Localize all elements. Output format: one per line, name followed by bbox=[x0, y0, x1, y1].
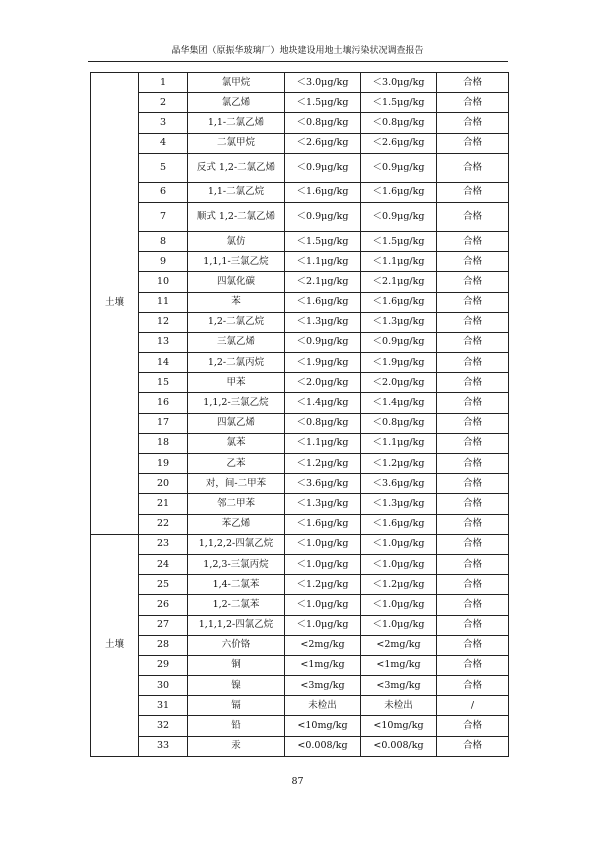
analyte-name-cell: 1,4-二氯苯 bbox=[188, 575, 285, 595]
conclusion-cell: 合格 bbox=[437, 332, 509, 352]
result-value-cell: ＜1.2μg/kg bbox=[285, 575, 361, 595]
conclusion-cell: 合格 bbox=[437, 393, 509, 413]
result-value-cell: <1mg/kg bbox=[361, 655, 437, 675]
analyte-name-cell: 六价铬 bbox=[188, 635, 285, 655]
quality-control-table bbox=[90, 72, 509, 757]
table-row bbox=[91, 635, 509, 655]
row-number-cell: 32 bbox=[139, 716, 188, 736]
analyte-name-cell: 铜 bbox=[188, 655, 285, 675]
analyte-name-cell: 汞 bbox=[188, 736, 285, 756]
result-value-cell: ＜1.0μg/kg bbox=[285, 595, 361, 615]
row-number-cell: 12 bbox=[139, 312, 188, 332]
result-value-cell: ＜2.0μg/kg bbox=[285, 373, 361, 393]
row-number-cell: 24 bbox=[139, 554, 188, 574]
conclusion-cell: 合格 bbox=[437, 182, 509, 202]
result-value-cell: <10mg/kg bbox=[361, 716, 437, 736]
row-number-cell: 30 bbox=[139, 676, 188, 696]
row-number-cell: 25 bbox=[139, 575, 188, 595]
row-number-cell: 28 bbox=[139, 635, 188, 655]
result-value-cell: ＜2.6μg/kg bbox=[361, 133, 437, 153]
result-value-cell: ＜1.1μg/kg bbox=[285, 433, 361, 453]
row-number-cell: 26 bbox=[139, 595, 188, 615]
result-value-cell: ＜1.2μg/kg bbox=[361, 454, 437, 474]
table-row bbox=[91, 202, 509, 231]
conclusion-cell: 合格 bbox=[437, 93, 509, 113]
result-value-cell: <3mg/kg bbox=[285, 676, 361, 696]
row-number-cell: 19 bbox=[139, 454, 188, 474]
table-row bbox=[91, 454, 509, 474]
table-row bbox=[91, 696, 509, 716]
row-number-cell: 33 bbox=[139, 736, 188, 756]
result-value-cell: ＜1.0μg/kg bbox=[285, 615, 361, 635]
table-row bbox=[91, 413, 509, 433]
result-value-cell: ＜3.6μg/kg bbox=[285, 474, 361, 494]
row-number-cell: 3 bbox=[139, 113, 188, 133]
row-number-cell: 9 bbox=[139, 252, 188, 272]
conclusion-cell: 合格 bbox=[437, 534, 509, 554]
row-number-cell: 5 bbox=[139, 153, 188, 182]
table-row bbox=[91, 514, 509, 534]
conclusion-cell: 合格 bbox=[437, 252, 509, 272]
result-value-cell: ＜0.9μg/kg bbox=[361, 153, 437, 182]
conclusion-cell: 合格 bbox=[437, 554, 509, 574]
conclusion-cell: 合格 bbox=[437, 514, 509, 534]
conclusion-cell: 合格 bbox=[437, 454, 509, 474]
page-header: 晶华集团（原振华玻璃厂）地块建设用地土壤污染状况调查报告 bbox=[171, 46, 424, 56]
result-value-cell: ＜0.8μg/kg bbox=[285, 113, 361, 133]
result-value-cell: <1mg/kg bbox=[285, 655, 361, 675]
conclusion-cell: 合格 bbox=[437, 153, 509, 182]
row-number-cell: 1 bbox=[139, 73, 188, 93]
table-row bbox=[91, 353, 509, 373]
analyte-name-cell: 反式 1,2-二氯乙烯 bbox=[188, 153, 285, 182]
analyte-name-cell: 苯乙烯 bbox=[188, 514, 285, 534]
result-value-cell: ＜1.5μg/kg bbox=[285, 231, 361, 251]
row-number-cell: 21 bbox=[139, 494, 188, 514]
result-value-cell: ＜3.0μg/kg bbox=[361, 73, 437, 93]
result-value-cell: ＜1.3μg/kg bbox=[285, 494, 361, 514]
result-value-cell: ＜1.3μg/kg bbox=[285, 312, 361, 332]
analyte-name-cell: 氯甲烷 bbox=[188, 73, 285, 93]
row-number-cell: 14 bbox=[139, 353, 188, 373]
result-value-cell: ＜1.6μg/kg bbox=[285, 182, 361, 202]
result-value-cell: ＜0.8μg/kg bbox=[285, 413, 361, 433]
conclusion-cell: 合格 bbox=[437, 413, 509, 433]
result-value-cell: ＜1.0μg/kg bbox=[361, 615, 437, 635]
row-number-cell: 31 bbox=[139, 696, 188, 716]
result-value-cell: <10mg/kg bbox=[285, 716, 361, 736]
table-row bbox=[91, 615, 509, 635]
row-number-cell: 27 bbox=[139, 615, 188, 635]
result-value-cell: ＜1.6μg/kg bbox=[285, 514, 361, 534]
result-value-cell: ＜1.6μg/kg bbox=[361, 514, 437, 534]
conclusion-cell: 合格 bbox=[437, 575, 509, 595]
result-value-cell: <0.008/kg bbox=[361, 736, 437, 756]
table-row bbox=[91, 93, 509, 113]
table-row bbox=[91, 182, 509, 202]
table-row bbox=[91, 474, 509, 494]
table-body bbox=[91, 73, 509, 757]
analyte-name-cell: 乙苯 bbox=[188, 454, 285, 474]
row-number-cell: 13 bbox=[139, 332, 188, 352]
table-row bbox=[91, 676, 509, 696]
table-row bbox=[91, 373, 509, 393]
result-value-cell: ＜1.0μg/kg bbox=[285, 534, 361, 554]
table-row bbox=[91, 554, 509, 574]
result-value-cell: ＜1.4μg/kg bbox=[285, 393, 361, 413]
conclusion-cell: 合格 bbox=[437, 474, 509, 494]
row-number-cell: 20 bbox=[139, 474, 188, 494]
analyte-name-cell: 对，间-二甲苯 bbox=[188, 474, 285, 494]
result-value-cell: ＜0.9μg/kg bbox=[285, 153, 361, 182]
row-number-cell: 7 bbox=[139, 202, 188, 231]
analyte-name-cell: 1,1,2,2-四氯乙烷 bbox=[188, 534, 285, 554]
result-value-cell: ＜0.8μg/kg bbox=[361, 113, 437, 133]
result-value-cell: ＜1.0μg/kg bbox=[361, 554, 437, 574]
table-row bbox=[91, 252, 509, 272]
analyte-name-cell: 顺式 1,2-二氯乙烯 bbox=[188, 202, 285, 231]
row-number-cell: 17 bbox=[139, 413, 188, 433]
analyte-name-cell: 1,2-二氯丙烷 bbox=[188, 353, 285, 373]
row-number-cell: 6 bbox=[139, 182, 188, 202]
row-number-cell: 4 bbox=[139, 133, 188, 153]
result-value-cell: 未检出 bbox=[285, 696, 361, 716]
result-value-cell: <2mg/kg bbox=[285, 635, 361, 655]
table-row bbox=[91, 655, 509, 675]
conclusion-cell: 合格 bbox=[437, 655, 509, 675]
analyte-name-cell: 1,1-二氯乙烯 bbox=[188, 113, 285, 133]
result-value-cell: ＜0.9μg/kg bbox=[285, 202, 361, 231]
result-value-cell: ＜0.9μg/kg bbox=[285, 332, 361, 352]
result-value-cell: ＜2.1μg/kg bbox=[285, 272, 361, 292]
table-row bbox=[91, 332, 509, 352]
result-value-cell: <3mg/kg bbox=[361, 676, 437, 696]
analyte-name-cell: 二氯甲烷 bbox=[188, 133, 285, 153]
result-value-cell: ＜1.3μg/kg bbox=[361, 494, 437, 514]
conclusion-cell: 合格 bbox=[437, 736, 509, 756]
analyte-name-cell: 四氯乙烯 bbox=[188, 413, 285, 433]
result-value-cell: ＜1.9μg/kg bbox=[361, 353, 437, 373]
page-number: 87 bbox=[291, 776, 304, 787]
table-row bbox=[91, 272, 509, 292]
table-row bbox=[91, 736, 509, 756]
result-value-cell: ＜1.1μg/kg bbox=[361, 433, 437, 453]
result-value-cell: ＜1.5μg/kg bbox=[361, 93, 437, 113]
row-number-cell: 2 bbox=[139, 93, 188, 113]
conclusion-cell: 合格 bbox=[437, 73, 509, 93]
table-row bbox=[91, 393, 509, 413]
analyte-name-cell: 1,2,3-三氯丙烷 bbox=[188, 554, 285, 574]
result-value-cell: ＜2.1μg/kg bbox=[361, 272, 437, 292]
analyte-name-cell: 1,2-二氯苯 bbox=[188, 595, 285, 615]
result-value-cell: <0.008/kg bbox=[285, 736, 361, 756]
table-row bbox=[91, 595, 509, 615]
row-number-cell: 22 bbox=[139, 514, 188, 534]
medium-cell: 土壤 bbox=[91, 534, 139, 756]
analyte-name-cell: 1,2-二氯乙烷 bbox=[188, 312, 285, 332]
analyte-name-cell: 镍 bbox=[188, 676, 285, 696]
analyte-name-cell: 1,1,2-三氯乙烷 bbox=[188, 393, 285, 413]
table-row bbox=[91, 73, 509, 93]
result-value-cell: ＜1.0μg/kg bbox=[285, 554, 361, 574]
row-number-cell: 23 bbox=[139, 534, 188, 554]
result-value-cell: ＜1.0μg/kg bbox=[361, 534, 437, 554]
result-value-cell: <2mg/kg bbox=[361, 635, 437, 655]
conclusion-cell: 合格 bbox=[437, 231, 509, 251]
row-number-cell: 15 bbox=[139, 373, 188, 393]
row-number-cell: 18 bbox=[139, 433, 188, 453]
result-value-cell: ＜0.9μg/kg bbox=[361, 332, 437, 352]
analyte-name-cell: 氯乙烯 bbox=[188, 93, 285, 113]
conclusion-cell: 合格 bbox=[437, 202, 509, 231]
table-row bbox=[91, 133, 509, 153]
result-value-cell: ＜1.4μg/kg bbox=[361, 393, 437, 413]
analyte-name-cell: 三氯乙烯 bbox=[188, 332, 285, 352]
conclusion-cell: 合格 bbox=[437, 676, 509, 696]
analyte-name-cell: 苯 bbox=[188, 292, 285, 312]
table-row bbox=[91, 113, 509, 133]
table-row bbox=[91, 534, 509, 554]
conclusion-cell: 合格 bbox=[437, 615, 509, 635]
result-value-cell: ＜1.9μg/kg bbox=[285, 353, 361, 373]
analyte-name-cell: 氯仿 bbox=[188, 231, 285, 251]
result-value-cell: ＜1.5μg/kg bbox=[361, 231, 437, 251]
analyte-name-cell: 1,1,1,2-四氯乙烷 bbox=[188, 615, 285, 635]
result-value-cell: ＜1.6μg/kg bbox=[285, 292, 361, 312]
result-value-cell: ＜3.6μg/kg bbox=[361, 474, 437, 494]
analyte-name-cell: 镉 bbox=[188, 696, 285, 716]
result-value-cell: ＜1.6μg/kg bbox=[361, 292, 437, 312]
conclusion-cell: 合格 bbox=[437, 312, 509, 332]
row-number-cell: 8 bbox=[139, 231, 188, 251]
result-value-cell: ＜1.2μg/kg bbox=[361, 575, 437, 595]
row-number-cell: 10 bbox=[139, 272, 188, 292]
row-number-cell: 29 bbox=[139, 655, 188, 675]
analyte-name-cell: 铅 bbox=[188, 716, 285, 736]
result-value-cell: ＜1.1μg/kg bbox=[285, 252, 361, 272]
table-row bbox=[91, 231, 509, 251]
conclusion-cell: 合格 bbox=[437, 353, 509, 373]
table-row bbox=[91, 433, 509, 453]
table-row bbox=[91, 716, 509, 736]
conclusion-cell: 合格 bbox=[437, 133, 509, 153]
analyte-name-cell: 1,1,1-三氯乙烷 bbox=[188, 252, 285, 272]
result-value-cell: 未检出 bbox=[361, 696, 437, 716]
analyte-name-cell: 氯苯 bbox=[188, 433, 285, 453]
conclusion-cell: 合格 bbox=[437, 373, 509, 393]
result-value-cell: ＜0.8μg/kg bbox=[361, 413, 437, 433]
header-rule bbox=[88, 61, 508, 62]
result-value-cell: ＜2.0μg/kg bbox=[361, 373, 437, 393]
table-row bbox=[91, 153, 509, 182]
table-row bbox=[91, 494, 509, 514]
result-value-cell: ＜1.0μg/kg bbox=[361, 595, 437, 615]
conclusion-cell: 合格 bbox=[437, 716, 509, 736]
conclusion-cell: 合格 bbox=[437, 635, 509, 655]
result-value-cell: ＜3.0μg/kg bbox=[285, 73, 361, 93]
result-value-cell: ＜1.5μg/kg bbox=[285, 93, 361, 113]
result-value-cell: ＜1.1μg/kg bbox=[361, 252, 437, 272]
analyte-name-cell: 1,1-二氯乙烷 bbox=[188, 182, 285, 202]
conclusion-cell: / bbox=[437, 696, 509, 716]
analyte-name-cell: 四氯化碳 bbox=[188, 272, 285, 292]
conclusion-cell: 合格 bbox=[437, 494, 509, 514]
conclusion-cell: 合格 bbox=[437, 113, 509, 133]
result-value-cell: ＜1.6μg/kg bbox=[361, 182, 437, 202]
conclusion-cell: 合格 bbox=[437, 433, 509, 453]
conclusion-cell: 合格 bbox=[437, 272, 509, 292]
row-number-cell: 11 bbox=[139, 292, 188, 312]
result-value-cell: ＜2.6μg/kg bbox=[285, 133, 361, 153]
analyte-name-cell: 甲苯 bbox=[188, 373, 285, 393]
result-value-cell: ＜0.9μg/kg bbox=[361, 202, 437, 231]
conclusion-cell: 合格 bbox=[437, 595, 509, 615]
table-row bbox=[91, 575, 509, 595]
conclusion-cell: 合格 bbox=[437, 292, 509, 312]
row-number-cell: 16 bbox=[139, 393, 188, 413]
table-row bbox=[91, 312, 509, 332]
result-value-cell: ＜1.2μg/kg bbox=[285, 454, 361, 474]
result-value-cell: ＜1.3μg/kg bbox=[361, 312, 437, 332]
medium-cell: 土壤 bbox=[91, 73, 139, 535]
table-row bbox=[91, 292, 509, 312]
analyte-name-cell: 邻二甲苯 bbox=[188, 494, 285, 514]
